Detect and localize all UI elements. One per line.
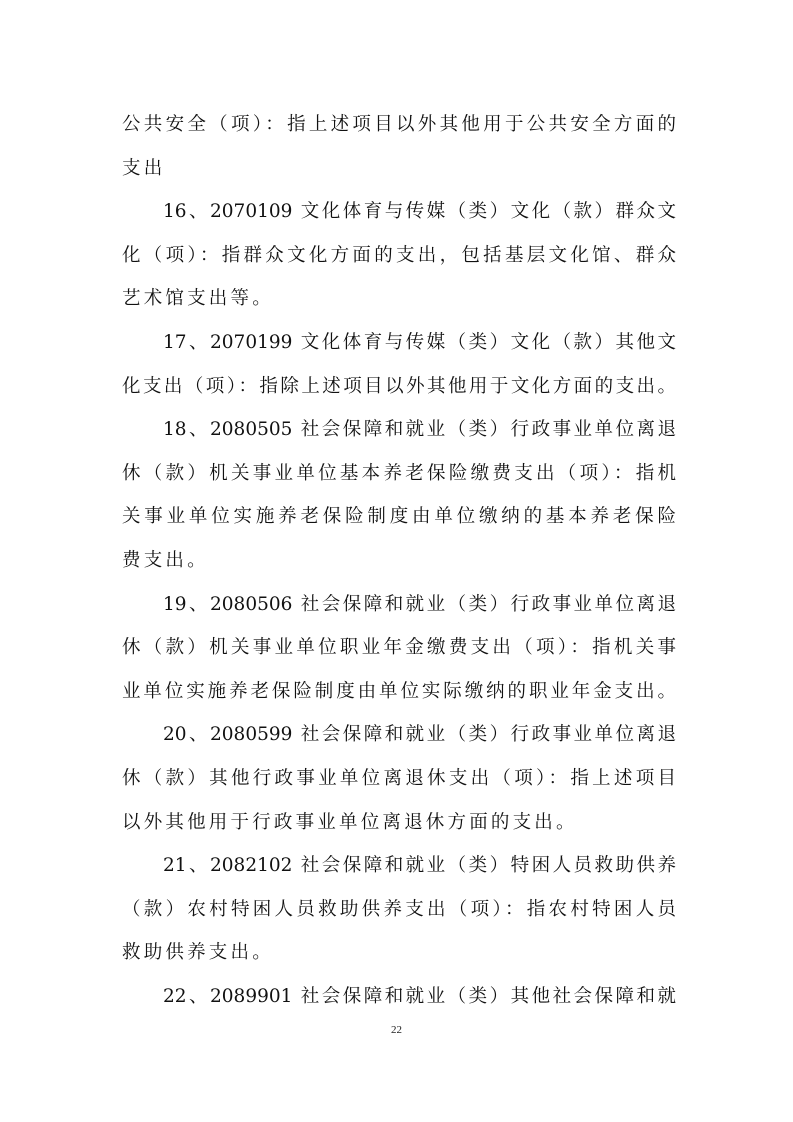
text-line: 20、2080599 社会保障和就业（类）行政事业单位离退 [163,724,676,746]
text-line: 17、2070199 文化体育与传媒（类）文化（款）其他文 [163,331,676,353]
page-number: 22 [391,1024,402,1036]
text-line: 支出 [122,157,166,179]
text-line: 21、2082102 社会保障和就业（类）特困人员救助供养 [163,855,676,877]
text-line: 16、2070109 文化体育与传媒（类）文化（款）群众文 [163,201,676,223]
text-line: 以外其他用于行政事业单位离退休方面的支出。 [122,811,578,833]
text-line: 救助供养支出。 [122,942,274,964]
body-text [122,103,676,1018]
text-line: 休（款）机关事业单位基本养老保险缴费支出（项）：指机 [122,462,676,484]
text-line: 艺术馆支出等。 [122,288,274,310]
text-line: 公共安全（项）：指上述项目以外其他用于公共安全方面的 [122,114,676,135]
text-line: 22、2089901 社会保障和就业（类）其他社会保障和就 [163,985,676,1007]
text-line: （款）农村特困人员救助供养支出（项）：指农村特困人员 [122,898,676,920]
text-line: 费支出。 [122,549,209,571]
text-line: 休（款）机关事业单位职业年金缴费支出（项）：指机关事 [122,637,676,659]
text-line: 18、2080505 社会保障和就业（类）行政事业单位离退 [163,419,676,441]
text-line: 业单位实施养老保险制度由单位实际缴纳的职业年金支出。 [122,680,676,702]
text-line: 化（项）：指群众文化方面的支出，包括基层文化馆、群众 [122,244,676,266]
text-line: 19、2080506 社会保障和就业（类）行政事业单位离退 [163,593,676,615]
text-line: 休（款）其他行政事业单位离退休支出（项）：指上述项目 [122,767,676,789]
text-line: 化支出（项）：指除上述项目以外其他用于文化方面的支出。 [122,375,676,397]
text-line: 关事业单位实施养老保险制度由单位缴纳的基本养老保险 [122,506,676,528]
